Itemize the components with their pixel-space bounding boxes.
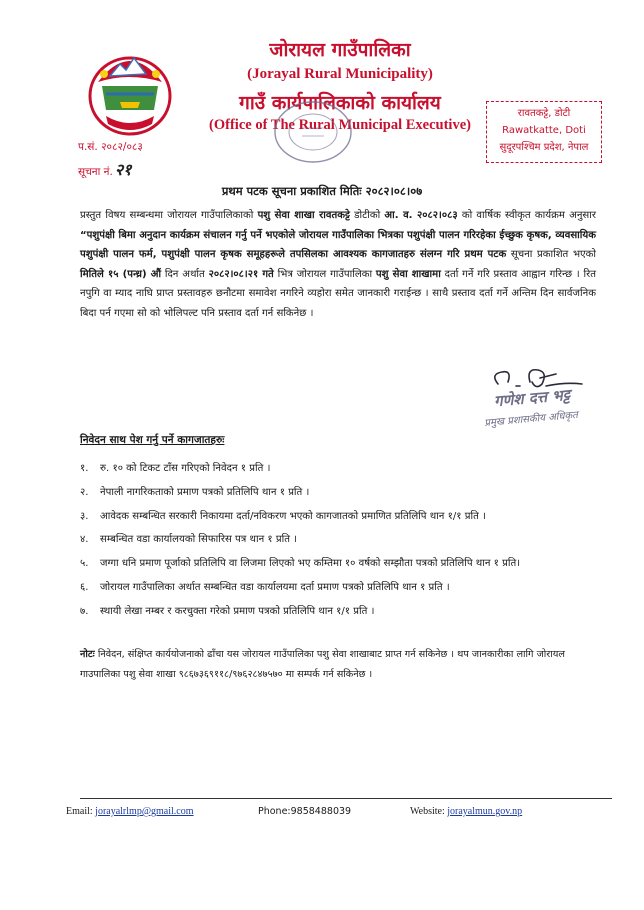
notice-subject: प्रथम पटक सूचना प्रकाशित मितिः २०८२।०८।०७	[221, 184, 423, 198]
list-item-text: जग्गा धनि प्रमाण पूर्जाको प्रतिलिपि वा लिजमा लिएको भए कम्तिमा १० वर्षको सम्झौता पत्रको प्रतिलिपि थान १ प्रति।	[100, 558, 521, 570]
notice-text-bold: आ. व. २०८२।०८३	[384, 210, 458, 221]
notice-text: भित्र जोरायल गाउँपालिका	[273, 268, 376, 280]
reference-label: सूचना नं.	[78, 166, 113, 178]
documents-list	[80, 461, 520, 628]
footer-phone: Phone:9858488039	[258, 806, 352, 817]
address-box	[486, 101, 602, 163]
note-paragraph	[80, 645, 596, 685]
list-item	[80, 604, 520, 628]
note-text: निवेदन, संक्षिप्त कार्ययोजनाको ढाँचा यस जोरायल गाउँपालिका पशु सेवा शाखाबाट प्राप्त गर्न सकिनेछ । थप जानकारीका लागि जोरायल गाउपालिका पशु सेवा शाखा ९८६७३६९११८/९७६२८४७५७० मा सम्पर्क गर्न सकिनेछ ।	[80, 649, 565, 680]
office-name-english: (Office of The Rural Municipal Executive)	[209, 117, 471, 133]
notice-text: सूचना प्रकाशित भएको	[506, 249, 596, 260]
list-item	[80, 532, 520, 556]
email-link[interactable]: jorayalrlmp@gmail.com	[95, 806, 194, 817]
office-seal-stamp-icon	[272, 98, 354, 166]
list-item	[80, 461, 520, 485]
footer-divider	[80, 798, 612, 799]
list-item-number: ६.	[80, 581, 89, 593]
list-item-text: सम्बन्धित वडा कार्यालयको सिफारिस पत्र थान १ प्रति ।	[100, 534, 297, 546]
nepal-emblem-icon	[84, 42, 176, 142]
notice-text-bold: २०८२।०८।२१ गते	[208, 268, 274, 280]
list-item-text: स्थायी लेखा नम्बर र करचुक्ता गरेको प्रमाण पत्रको प्रतिलिपि थान १/१ प्रति ।	[100, 605, 375, 617]
list-item-number: ४.	[80, 534, 89, 546]
list-item-number: ७.	[80, 605, 89, 617]
notice-text: को वार्षिक स्वीकृत कार्यक्रम अनुसार	[457, 210, 596, 221]
documents-heading: निवेदन साथ पेश गर्नु पर्ने कागजातहरुः	[80, 434, 225, 446]
email-label: Email:	[66, 806, 93, 817]
list-item	[80, 485, 520, 509]
note-label: नोटः	[80, 649, 95, 660]
notice-text-bold: पशु सेवा शाखा रावतकट्टे	[257, 210, 350, 221]
list-item-text: जोरायल गाउँपालिका अर्थात सम्बन्धित वडा कार्यालयमा दर्ता प्रमाण पत्रको प्रतिलिपि थान १ प्रति ।	[100, 581, 450, 593]
footer-website	[410, 806, 522, 817]
footer-email	[66, 806, 194, 817]
signatory-title: प्रमुख प्रशासकीय अधिकृत	[483, 409, 579, 430]
list-item-text: आवेदक सम्बन्धित सरकारी निकायमा दर्ता/नविकरण भएको कागजातको प्रमाणित प्रतिलिपि थान १/१ प्रति ।	[100, 510, 486, 522]
notice-text: दर्ता गर्ने गरि प्रस्ताव आह्वान गरिन्छ । रित नपुगि वा म्याद नाघि प्राप्त प्रस्तावहरु छनौटमा समावेश नगरिने व्यहोरा समेत जानकारी गराईन्छ । साथै प्रस्ताव दर्ता गर्ने अन्तिम दिन सार्वजनिक बिदा पर्न गएमा सो को भोलिपल्ट पनि प्रस्ताव दर्ता गर्न सकिनेछ ।	[80, 268, 596, 319]
list-item-text: रु. १० को टिकट टाँस गरिएको निवेदन १ प्रति ।	[100, 463, 271, 474]
list-item-number: १.	[80, 463, 89, 474]
notice-paragraph	[80, 206, 596, 323]
notice-text: प्रस्तुत विषय सम्बन्धमा जोरायल गाउँपालिकाको	[80, 210, 258, 221]
list-item	[80, 556, 520, 580]
notice-text: दिन अर्थात	[161, 268, 209, 280]
notice-reference	[78, 158, 131, 180]
office-name-nepali: गाउँ कार्यपालिकाको कार्यालय	[239, 92, 441, 114]
address-line: रावतकट्टे, डोटी	[517, 108, 571, 119]
reference-number: २१	[114, 160, 132, 179]
website-link[interactable]: jorayalmun.gov.np	[447, 806, 523, 817]
list-item-number: ३.	[80, 510, 89, 522]
list-item-number: २.	[80, 486, 89, 498]
list-item	[80, 580, 520, 604]
signatory-name: गणेश दत्त भट्ट	[493, 385, 571, 411]
municipality-name-english: (Jorayal Rural Municipality)	[247, 66, 433, 82]
list-item	[80, 509, 520, 533]
fiscal-year: प.सं. २०८२/०८३	[78, 141, 143, 153]
address-line: Rawatkatte, Doti	[502, 125, 586, 136]
notice-text-bold: “पशुपंक्षी बिमा अनुदान कार्यक्रम संचालन गर्नु पर्ने भएकोले जोरायल गाउँपालिका भित्रका पशुपंक्षी पालन गरिरहेका ईच्छुक कृषक, व्यवसायिक पशुपंक्षी पालन फर्म, पशुपंक्षी पालन कृषक समूहहरूले तपसिलका आवश्यक कागजातहरु संलग्न गरि प्रथम पटक	[80, 229, 596, 260]
notice-text-bold: पशु सेवा शाखामा	[375, 268, 441, 280]
website-label: Website:	[410, 806, 445, 817]
notice-text: डोटीको	[349, 210, 385, 221]
list-item-number: ५.	[80, 558, 89, 570]
notice-text-bold: मितिले १५ (पन्ध्र) औं	[80, 268, 162, 280]
municipality-name-nepali: जोरायल गाउँपालिका	[269, 39, 411, 61]
list-item-text: नेपाली नागरिकताको प्रमाण पत्रको प्रतिलिपि थान १ प्रति ।	[100, 486, 310, 498]
address-line: सुदूरपश्चिम प्रदेश, नेपाल	[499, 142, 589, 153]
